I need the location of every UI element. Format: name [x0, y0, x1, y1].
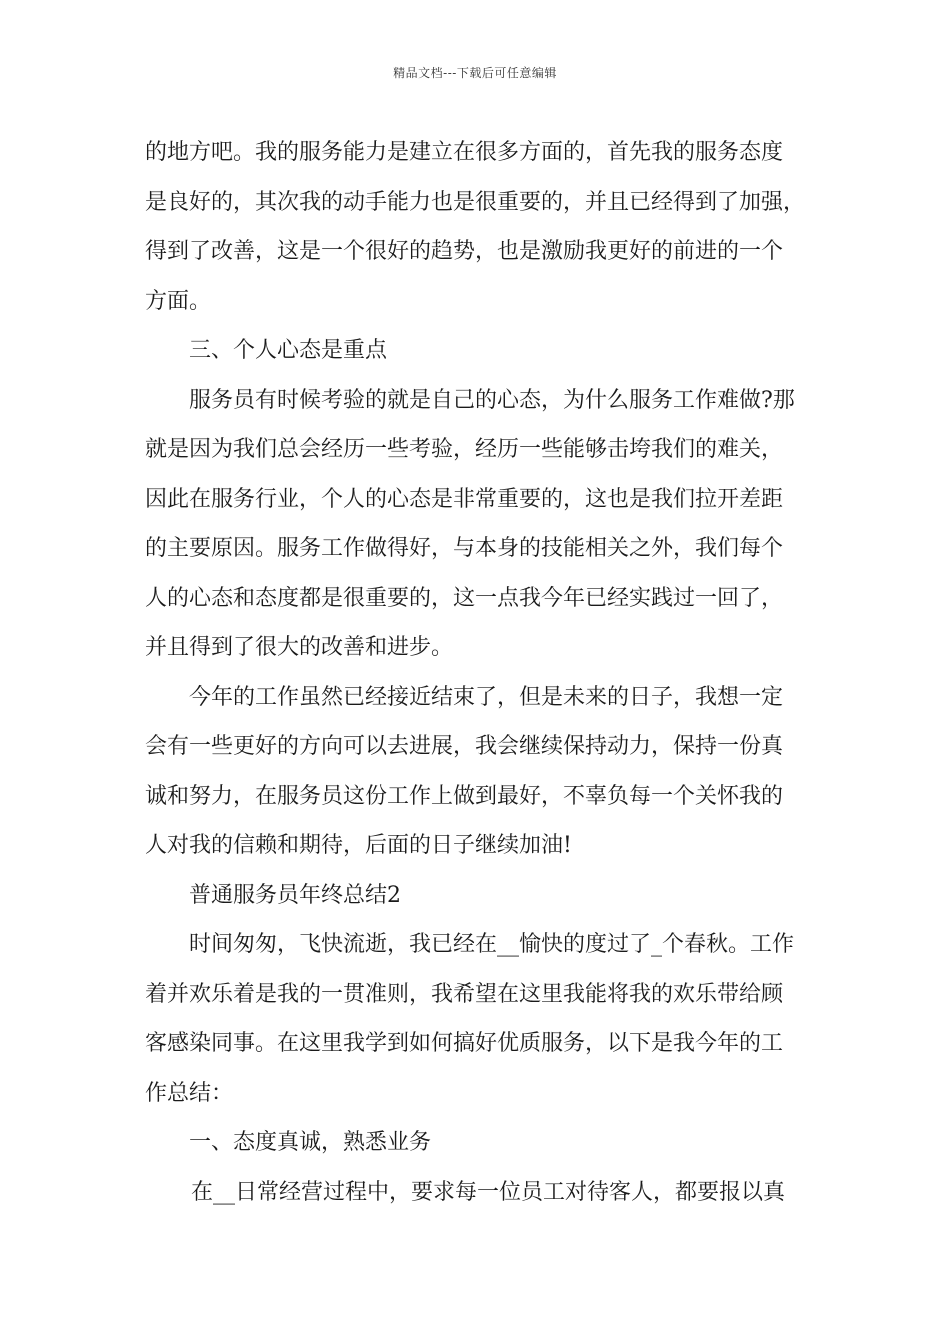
paragraph-line: 并且得到了很大的改善和进步。	[145, 635, 454, 660]
paragraph-line: 人的心态和态度都是很重要的，这一点我今年已经实践过一回了，	[145, 585, 784, 611]
page-header: 精品文档---下载后可任意编辑	[393, 66, 557, 80]
section-heading: 三、个人心态是重点	[189, 338, 388, 363]
section-heading: 一、态度真诚，熟悉业务	[189, 1130, 432, 1155]
paragraph-line: 的主要原因。服务工作做得好，与本身的技能相关之外，我们每个	[145, 536, 784, 561]
paragraph-line: 会有一些更好的方向可以去进展，我会继续保持动力，保持一份真	[145, 734, 784, 759]
paragraph-line: 今年的工作虽然已经接近结束了，但是未来的日子，我想一定	[189, 684, 784, 710]
paragraph-line: 是良好的，其次我的动手能力也是很重要的，并且已经得到了加强，	[145, 189, 806, 215]
paragraph-line: 服务员有时候考验的就是自己的心态，为什么服务工作难做?那	[189, 387, 795, 413]
paragraph-line: 作总结：	[145, 1080, 234, 1106]
document-body	[145, 128, 825, 1217]
paragraph-line: 人对我的信赖和期待，后面的日子继续加油!	[145, 833, 572, 858]
paragraph-line: 时间匆匆，飞快流逝，我已经在__愉快的度过了_个春秋。工作	[189, 932, 795, 957]
paragraph-line: 着并欢乐着是我的一贯准则，我希望在这里我能将我的欢乐带给顾	[145, 981, 784, 1007]
paragraph-line: 在__日常经营过程中，要求每一位员工对待客人，都要报以真	[191, 1179, 786, 1205]
paragraph-line: 的地方吧。我的服务能力是建立在很多方面的，首先我的服务态度	[145, 140, 784, 165]
paragraph-line: 方面。	[145, 288, 212, 314]
paragraph-line: 就是因为我们总会经历一些考验，经历一些能够击垮我们的难关，	[145, 437, 784, 462]
paragraph-line: 得到了改善，这是一个很好的趋势，也是激励我更好的前进的一个	[145, 239, 784, 264]
paragraph-line: 客感染同事。在这里我学到如何搞好优质服务，以下是我今年的工	[145, 1031, 784, 1056]
paragraph-line: 因此在服务行业，个人的心态是非常重要的，这也是我们拉开差距	[145, 486, 784, 512]
paragraph-line: 诚和努力，在服务员这份工作上做到最好，不辜负每一个关怀我的	[145, 783, 784, 809]
document-subtitle: 普通服务员年终总结2	[189, 882, 401, 908]
